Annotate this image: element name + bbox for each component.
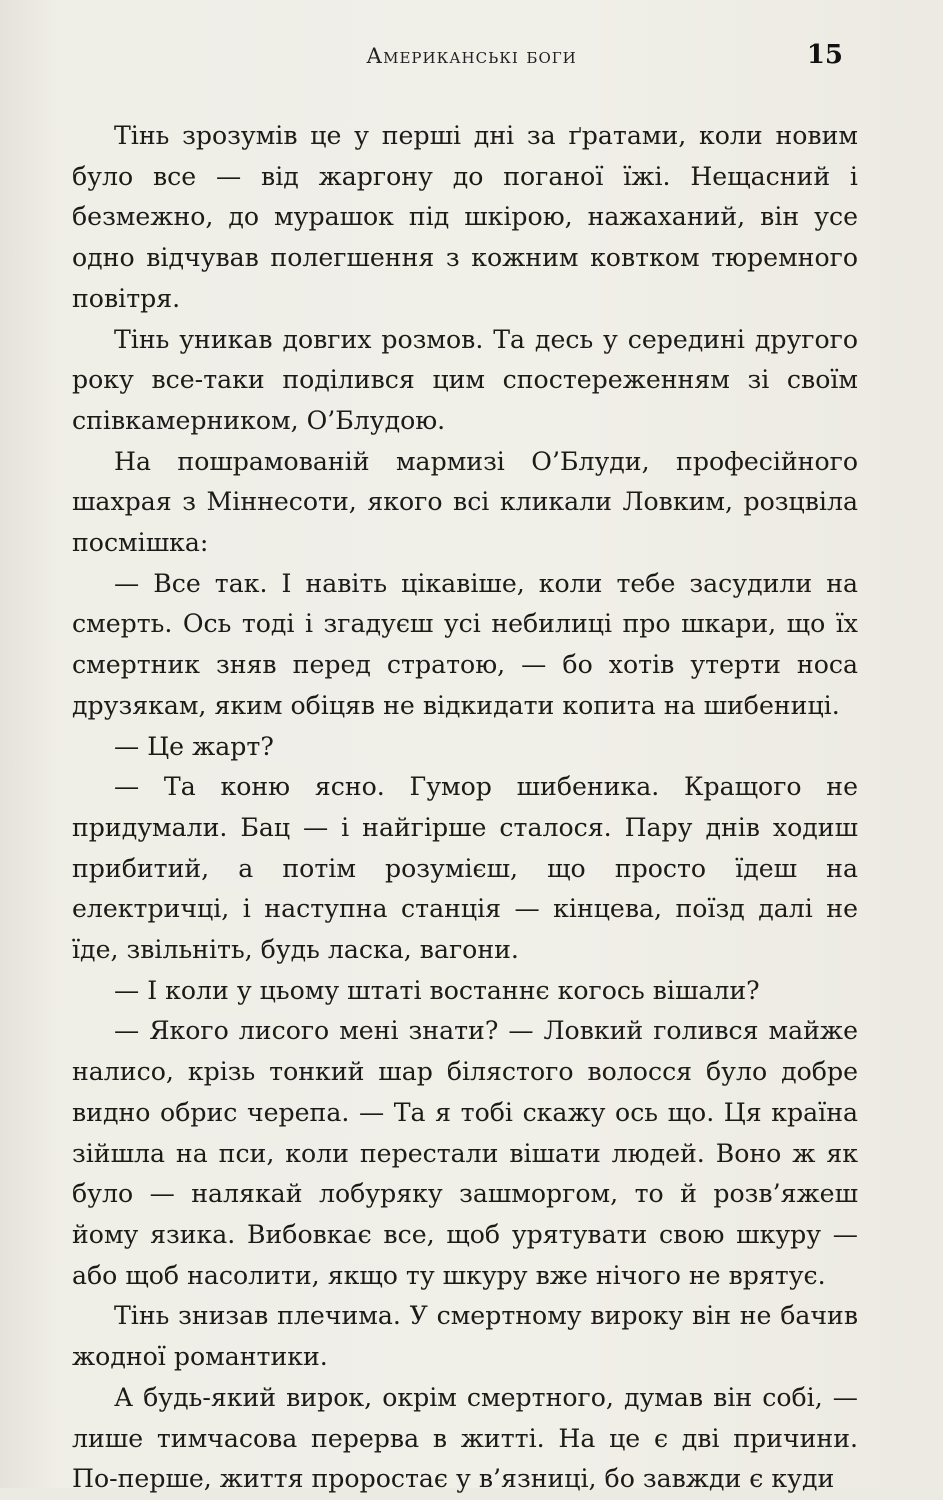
dialogue-paragraph: — Це жарт? <box>114 731 274 761</box>
dialogue-paragraph: — Та коню ясно. Гумор шибеника. Кращого не придумали. Бац — і найгірше сталося. Пару днів ходиш прибитий, а потім розумієш, що просто їдеш на електричці, і наступна станція — кінцева, поїзд далі не їде, звільніть, будь ласка, вагони. <box>72 772 858 965</box>
paragraph: На пошрамованій мармизі О’Блуди, професійного шахрая з Міннесоти, якого всі кликали Ловким, розцвіла посмішка: <box>72 446 858 558</box>
running-title: Американські боги <box>366 44 577 68</box>
page-number: 15 <box>806 40 843 70</box>
dialogue-paragraph: — Все так. І навіть цікавіше, коли тебе засудили на смерть. Ось тоді і згадуєш усі небилиці про шкари, що їх смертник зняв перед стратою, — бо хотів утерти носа друзякам, яким обіцяв не відкидати копита на шибениці. <box>72 568 858 720</box>
paragraph: Тінь уникав довгих розмов. Та десь у середині другого року все-таки поділився цим спостереженням зі своїм співкамерником, О’Блудою. <box>72 324 858 435</box>
paragraph: Тінь зрозумів це у перші дні за ґратами, коли новим було все — від жаргону до поганої їжі. Нещасний і безмежно, до мурашок під шкірою, нажаханий, він усе одно відчував полегшення з кожним ковтком тюремного повітря. <box>72 121 858 313</box>
dialogue-paragraph: — Якого лисого мені знати? — Ловкий голився майже налисо, крізь тонкий шар білястого волосся було добре видно обрис черепа. — Та я тобі скажу ось що. Ця країна зійшла на пси, коли перестали вішати людей. Воно ж як було — налякай лобуряку зашморгом, то й розв’яжеш йому язика. Вибовкає все, щоб урятувати свою шкуру — або щоб насолити, якщо ту шкуру вже нічого не врятує. <box>72 1016 858 1290</box>
dialogue-paragraph: — І коли у цьому штаті востаннє когось вішали? <box>114 975 760 1005</box>
paragraph: А будь-який вирок, окрім смертного, думав він собі, — лише тимчасова перерва в житті. На це є дві причини. По-перше, життя проростає у в’язниці, бо завжди є куди <box>72 1382 858 1494</box>
body-text <box>72 116 858 1500</box>
paragraph: Тінь знизав плечима. У смертному вироку він не бачив жодної романтики. <box>72 1301 858 1372</box>
page-header <box>0 38 943 78</box>
